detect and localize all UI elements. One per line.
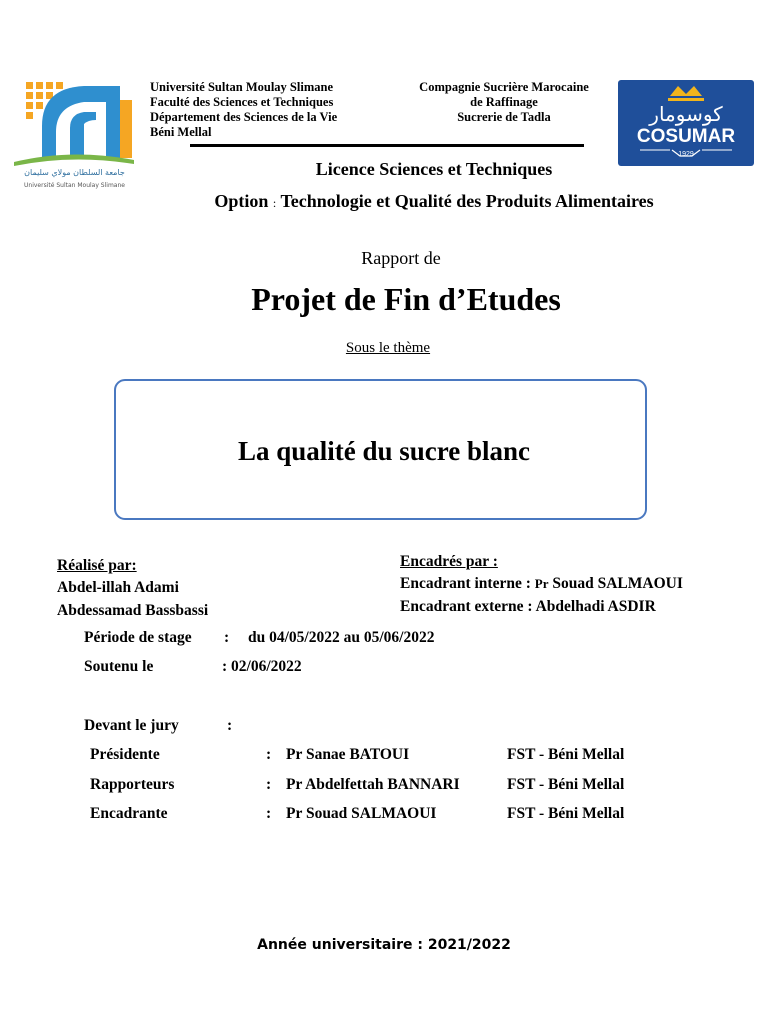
faculty-name: Faculté des Sciences et Techniques [150,95,334,109]
defense-date: : 02/06/2022 [222,658,302,675]
internal-supervisor-label: Encadrant interne : [400,575,535,592]
option-label: Option [214,191,269,211]
author-name: Abdessamad Bassbassi [57,602,209,619]
jury-colon: : [227,717,233,734]
company-name: Compagnie Sucrière Marocaine [419,80,589,94]
theme-label: Sous le thème [345,340,431,356]
author-name: Abdel-illah Adami [57,579,179,596]
theme-title: La qualité du sucre blanc [237,436,531,466]
jury-member-name: Pr Souad SALMAOUI [286,805,437,822]
cosumar-logo-arabic: كوسومار [649,102,723,126]
academic-year: Année universitaire : 2021/2022 [257,937,511,953]
period-label: Période de stage [84,629,192,646]
external-supervisor: Encadrant externe : Abdelhadi ASDIR [400,598,656,615]
university-info [150,80,337,140]
jury-role: Présidente [90,746,160,763]
university-city: Béni Mellal [150,125,212,139]
company-info [400,80,608,125]
period-colon: : [224,629,230,646]
company-site: Sucrerie de Tadla [457,110,551,124]
cosumar-logo-year: 1929 [678,151,694,158]
option-separator: : [272,196,277,210]
jury-label: Devant le jury [84,717,179,734]
company-activity: de Raffinage [470,95,538,109]
jury-separator: : [266,776,272,793]
jury-role: Rapporteurs [90,776,175,793]
option-line [0,191,768,212]
jury-institution: FST - Béni Mellal [507,776,625,793]
period-value: du 04/05/2022 au 05/06/2022 [248,629,435,646]
jury-institution: FST - Béni Mellal [507,805,625,822]
jury-member-name: Pr Sanae BATOUI [286,746,410,763]
option-value: Technologie et Qualité des Produits Alimentaires [280,191,654,211]
licence-title: Licence Sciences et Techniques [315,159,553,179]
internal-supervisor [400,575,683,593]
jury-separator: : [266,805,272,822]
header-divider [190,144,584,147]
jury-member-name: Pr Abdelfettah BANNARI [286,776,460,793]
supervisors-label: Encadrés par : [400,553,498,570]
university-logo-latin: Université Sultan Moulay Slimane [24,182,125,189]
jury-role: Encadrante [90,805,168,822]
report-title: Projet de Fin d’Etudes [251,281,561,317]
report-intro: Rapport de [361,248,441,268]
university-name: Université Sultan Moulay Slimane [150,80,333,94]
authors-label: Réalisé par: [57,557,137,574]
university-logo-arabic: جامعة السلطان مولاي سليمان [24,168,125,177]
internal-supervisor-name: Souad SALMAOUI [548,575,683,592]
jury-separator: : [266,746,272,763]
defense-label: Soutenu le [84,658,154,675]
cosumar-logo [618,80,754,166]
internal-supervisor-title: Pr [534,576,549,591]
jury-institution: FST - Béni Mellal [507,746,625,763]
cosumar-logo-brand: COSUMAR [636,126,736,147]
department-name: Département des Sciences de la Vie [150,110,338,124]
